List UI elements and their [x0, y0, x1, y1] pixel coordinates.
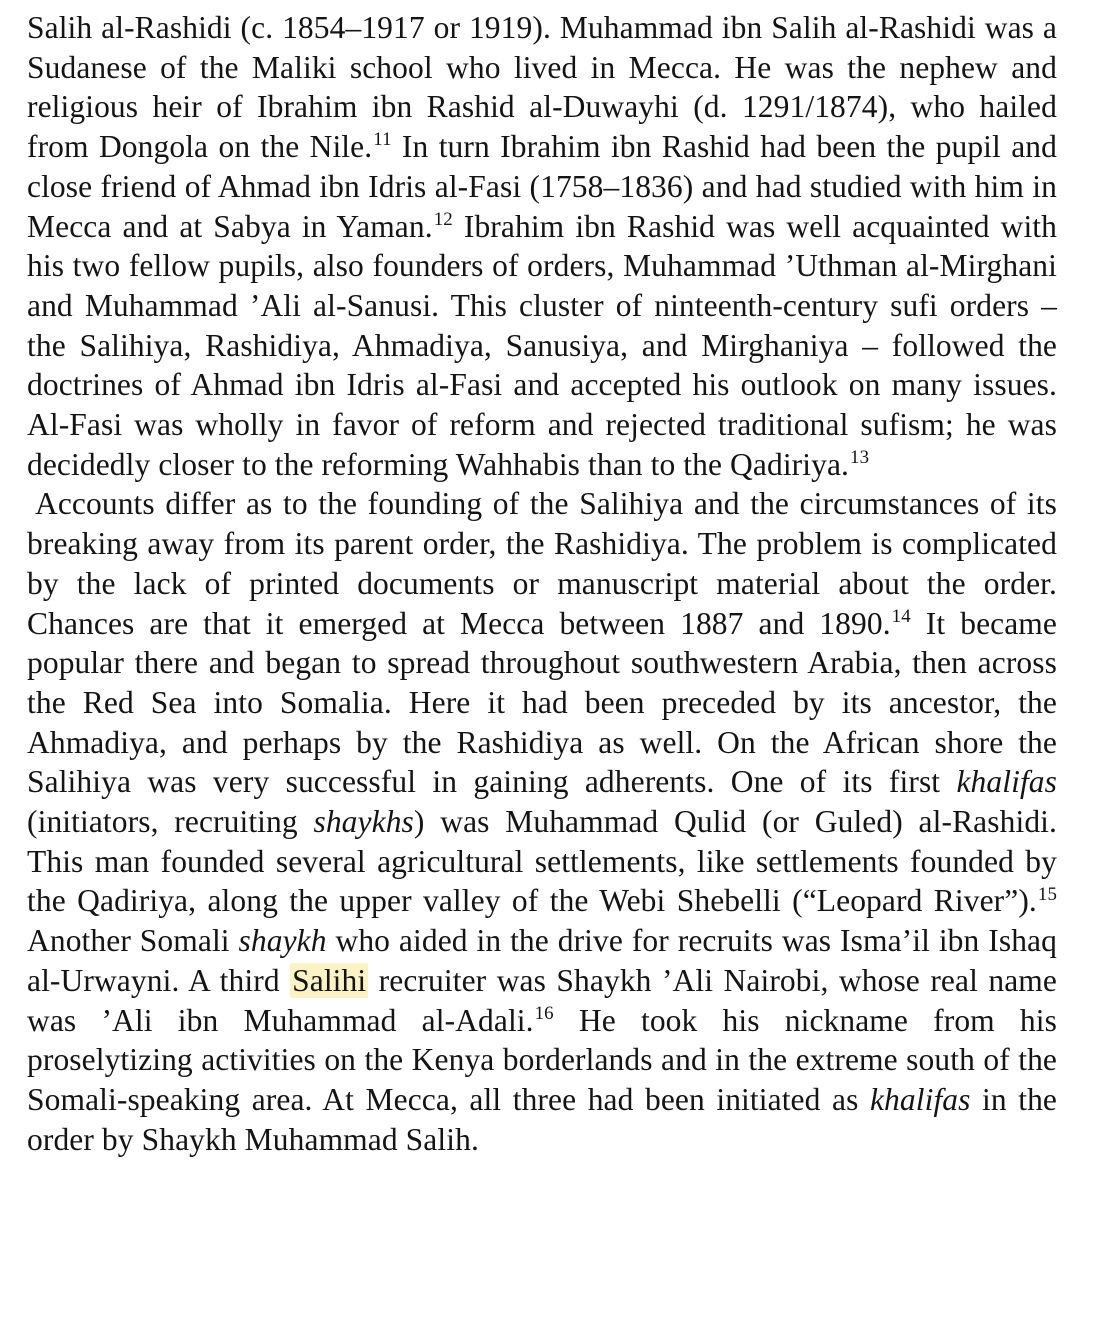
footnote-ref: 16 [534, 1002, 554, 1024]
text-run: Another Somali [27, 923, 239, 959]
text-run: Ibrahim ibn Rashid was well acquainted with his two fellow pupils, also founders of orders, Muhammad ’Uthman al-Mirghani and Muhammad ’Ali al-Sanusi. This cluster of ninteenth-century sufi orders – the Salihiya, Rashidiya, Ahmadiya, Sanusiya, and Mirghaniya – followed the doctrines of Ahmad ibn Idris al-Fasi and accepted his outlook on many issues. Al-Fasi was wholly in favor of reform and rejected traditional sufism; he was decidedly closer to the reforming Wahhabis than to the Qadiriya. [27, 208, 1057, 482]
italic-term: shaykh [238, 923, 327, 959]
text-run: Salih al-Rashidi (c. 1854–1917 or 1919). Muhammad ibn Salih al-Rashidi was a Sudanese of the Maliki school who lived in Mecca. He was the nephew and religious heir of Ibrahim ibn Rashid al-Duwayhi (d. 1291/1874), who hailed from Dongola on the Nile. [27, 10, 1057, 165]
text-run: who aided in the drive for recruits was Isma’il ibn Ishaq al-Urwayni. A third [27, 923, 1057, 998]
footnote-ref: 13 [850, 447, 870, 469]
highlighted-word: Salihi [292, 962, 367, 998]
text-run: in the order by Shaykh Muhammad Salih. [27, 1081, 1058, 1157]
text-run: He took his nickname from his proselytizing activities on the Kenya borderlands and in the extreme south of the Somali-speaking area. At Mecca, all three had been initiated as [27, 1002, 1057, 1117]
footnote-ref: 14 [891, 605, 911, 627]
footnote-ref: 12 [433, 208, 453, 230]
paragraph-salih-al-rashidi [27, 8, 1057, 484]
italic-term: khalifas [869, 1081, 971, 1117]
text-run: recruiter was Shaykh ’Ali Nairobi, whose real name was ’Ali ibn Muhammad al-Adali. [27, 962, 1057, 1038]
paragraph-founding-of-salihiya [27, 484, 1057, 1159]
italic-term: shaykhs [313, 804, 414, 840]
footnote-ref: 11 [373, 129, 392, 151]
document-page [27, 8, 1057, 1159]
text-run: In turn Ibrahim ibn Rashid had been the pupil and close friend of Ahmad ibn Idris al-Fasi (1758–1836) and had studied with him in Mecca and at Sabya in Yaman. [27, 129, 1057, 244]
italic-term: khalifas [956, 764, 1057, 800]
text-run: Accounts differ as to the founding of the Salihiya and the circumstances of its breaking away from its parent order, the Rashidiya. The problem is complicated by the lack of printed documents or manuscript material about the order. Chances are that it emerged at Mecca between 1887 and 1890. [27, 486, 1057, 641]
text-run: ) was Muhammad Qulid (or Guled) al-Rashidi. This man founded several agricultural settlements, like settlements founded by the Qadiriya, along the upper valley of the Webi Shebelli (“Leopard River”). [27, 804, 1057, 919]
text-run: It became popular there and began to spread throughout southwestern Arabia, then across the Red Sea into Somalia. Here it had been preceded by its ancestor, the Ahmadiya, and perhaps by the Rashidiya as well. On the African shore the Salihiya was very successful in gaining adherents. One of its first [27, 605, 1057, 800]
footnote-ref: 15 [1037, 883, 1057, 905]
text-run: (initiators, recruiting [27, 804, 314, 840]
